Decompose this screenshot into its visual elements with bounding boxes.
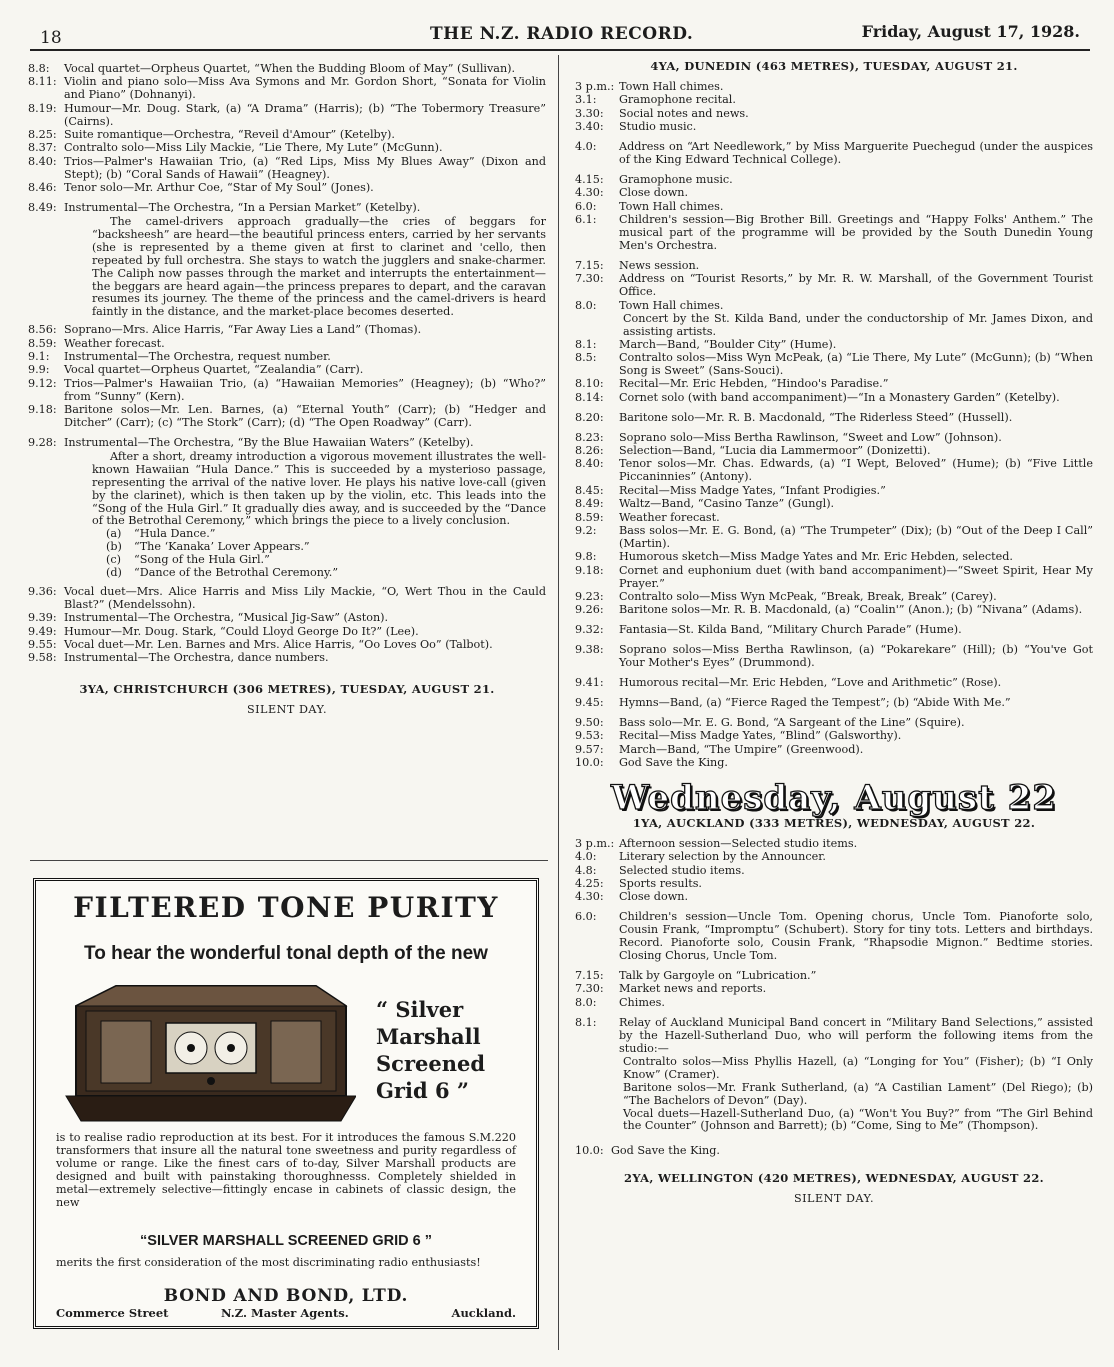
- programme-entry: [575, 81, 1093, 94]
- entry-text: Bass solo—Mr. E. G. Bond, “A Sargeant of the Line” (Squire).: [619, 715, 965, 729]
- entry-time: 9.23:: [575, 590, 604, 604]
- entry-text: God Save the King.: [611, 1144, 720, 1158]
- entry-time: 8.14:: [575, 390, 604, 404]
- programme-entry: [575, 260, 1093, 273]
- page-number: 18: [40, 28, 62, 48]
- entry-time: 7.30:: [575, 982, 604, 996]
- programme-list: [28, 63, 546, 195]
- entry-text: Vocal duet—Mr. Len. Barnes and Mrs. Alice Harris, “Oo Loves Oo” (Talbot).: [64, 638, 493, 652]
- programme-entry: [28, 612, 546, 625]
- programme-entry: [575, 121, 1093, 134]
- programme-entry: [28, 338, 546, 351]
- entry-time: 8.46:: [28, 181, 57, 195]
- movement-title: “The ‘Kanaka’ Lover Appears.”: [134, 540, 310, 554]
- section-rule: [30, 860, 548, 861]
- entry-time: 9.41:: [575, 676, 604, 690]
- entry-text: Market news and reports.: [619, 982, 767, 996]
- entry-time: 8.26:: [575, 444, 604, 458]
- silent-day: SILENT DAY.: [246, 703, 328, 717]
- entry-time: 4.30:: [575, 186, 604, 200]
- entry-text: Suite romantique—Orchestra, “Reveil d'Amour” (Ketelby).: [64, 128, 395, 142]
- entry-text: Baritone solos—Mr. Len. Barnes, (a) “Eternal Youth” (Carr); (b) “Hedger and Ditcher” (Carr); (c) “The Stork” (Carr); (d) “The Open Roadway” (Carr).: [64, 403, 546, 430]
- entry-time: 9.53:: [575, 729, 604, 743]
- movement-title: “Song of the Hula Girl.”: [134, 553, 270, 567]
- programme-entry: [575, 214, 1093, 253]
- programme-entry: [28, 404, 546, 430]
- programme-entry: [575, 485, 1093, 498]
- entry-time: 8.1:: [575, 1015, 597, 1029]
- ad-merits-text: merits the first consideration of the most discriminating radio enthusiasts!: [56, 1256, 481, 1269]
- day-heading: Wednesday, August 22: [611, 778, 1057, 818]
- ad-agents: N.Z. Master Agents.: [221, 1306, 349, 1320]
- programme-entry: [575, 300, 1093, 313]
- entry-time: 8.1:: [575, 337, 597, 351]
- entry-text: Contralto solos—Miss Wyn McPeak, (a) “Lie There, My Lute” (McGunn); (b) “When Song is Sweet” (Sans-Souci).: [619, 351, 1093, 378]
- programme-entry: [28, 202, 546, 215]
- programme-entry: [575, 445, 1093, 458]
- programme-entry: [575, 512, 1093, 525]
- ad-model-name: “SILVER MARSHALL SCREENED GRID 6 ”: [140, 1233, 432, 1249]
- entry-time: 8.49:: [28, 201, 57, 215]
- entry-text: Selection—Band, “Lucia dia Lammermoor” (Donizetti).: [619, 444, 931, 458]
- entry-text: Instrumental—The Orchestra, “Musical Jig-Saw” (Aston).: [64, 611, 389, 625]
- ad-company-name: BOND AND BOND, LTD.: [163, 1286, 409, 1306]
- programme-entry: [575, 644, 1093, 670]
- relay-item: Contralto solos—Miss Phyllis Hazell, (a) “Longing for You” (Fisher); (b) “I Only Know” (Cramer).: [623, 1054, 1093, 1081]
- entry-text: Children's session—Uncle Tom. Opening chorus, Uncle Tom. Pianoforte solo, Cousin Frank, “Impromptu” (Schubert). Story for tiny tots. Letters and birthdays. Record. Pianoforte solo, Cousin Frank, “Rhapsodie Mignon.” Bedtime stories. Closing Chorus, Uncle Tom.: [619, 910, 1093, 963]
- silent-day: SILENT DAY.: [793, 1192, 875, 1206]
- programme-entry: [575, 865, 1093, 878]
- entry-time: 3 p.m.:: [575, 79, 615, 93]
- entry-time: 9.26:: [575, 603, 604, 617]
- entry-time: 9.50:: [575, 715, 604, 729]
- programme-entry: [575, 1017, 1093, 1056]
- entry-time: 8.40:: [28, 154, 57, 168]
- ad-product-name: “ Silver Marshall Screened Grid 6 ”: [376, 997, 486, 1103]
- movement-key: (b): [106, 540, 122, 554]
- ad-subhead: To hear the wonderful tonal depth of the new: [84, 943, 488, 964]
- entry-time: 8.0:: [575, 995, 597, 1009]
- relay-item: Vocal duets—Hazell-Sutherland Duo, (a) “Won't You Buy?” from “The Girl Behind the Counter” (Johnson and Barrett); (b) “Come, Sing to Me” (Thompson).: [623, 1106, 1093, 1133]
- entry-time: 8.0:: [575, 298, 597, 312]
- entry-time: 6.0:: [575, 199, 597, 213]
- entry-text: Baritone solo—Mr. R. B. Macdonald, “The Riderless Steed” (Hussell).: [619, 410, 1013, 424]
- programme-entry: [28, 142, 546, 155]
- programme-entry: [575, 141, 1093, 167]
- programme-entry: [28, 437, 546, 450]
- entry-time: 9.18:: [575, 563, 604, 577]
- header-rule: [30, 49, 1090, 51]
- entry-time: 3 p.m.:: [575, 836, 615, 850]
- movement-list: [106, 528, 546, 580]
- programme-entry: [28, 378, 546, 404]
- entry-text: Recital—Mr. Eric Hebden, “Hindoo's Paradise.”: [619, 377, 889, 391]
- entry-text: Literary selection by the Announcer.: [619, 850, 826, 864]
- programme-entry: [575, 525, 1093, 551]
- programme-entry: [28, 103, 546, 129]
- entry-time: 9.8:: [575, 550, 597, 564]
- entry-text: Relay of Auckland Municipal Band concert in “Military Band Selections,” assisted by the Hazell-Sutherland Duo, who will perform the following items from the studio:—: [619, 1015, 1093, 1055]
- entry-text: Contralto solo—Miss Wyn McPeak, “Break, Break, Break” (Carey).: [619, 590, 997, 604]
- programme-entry: [28, 63, 546, 76]
- entry-text: Town Hall chimes.: [619, 199, 724, 213]
- entry-text: Baritone solos—Mr. R. B. Macdonald, (a) “Coalin'” (Anon.); (b) “Nivana” (Adams).: [619, 603, 1083, 617]
- entry-text: Vocal duet—Mrs. Alice Harris and Miss Lily Mackie, “O, Wert Thou in the Cauld Blast?” (Mendelssohn).: [64, 584, 546, 611]
- entry-text: Weather forecast.: [64, 336, 165, 350]
- entry-text: Fantasia—St. Kilda Band, “Military Church Parade” (Hume).: [619, 623, 962, 637]
- programme-entry: [28, 324, 546, 337]
- entry-text: Social notes and news.: [619, 106, 749, 120]
- programme-entry: [28, 639, 546, 652]
- programme-entry: [575, 174, 1093, 187]
- entry-time: 8.23:: [575, 430, 604, 444]
- programme-entry: [575, 983, 1093, 996]
- programme-list: [575, 339, 1093, 770]
- movement-key: (a): [106, 527, 122, 541]
- entry-text: Weather forecast.: [619, 510, 720, 524]
- entry-time: 9.2:: [575, 524, 597, 537]
- entry-text: Vocal quartet—Orpheus Quartet, “When the Budding Bloom of May” (Sullivan).: [64, 62, 516, 75]
- programme-note: [92, 451, 546, 528]
- entry-text: Cornet solo (with band accompaniment)—“In a Monastery Garden” (Ketelby).: [619, 390, 1060, 404]
- entry-text: Selected studio items.: [619, 863, 745, 877]
- programme-entry: [575, 677, 1093, 690]
- entry-text: Tenor solos—Mr. Chas. Edwards, (a) “I Wept, Beloved” (Hume); (b) “Five Little Piccaninnies” (Antony).: [619, 457, 1093, 484]
- programme-list: [575, 838, 1093, 1056]
- entry-text: Soprano solos—Miss Bertha Rawlinson, (a) “Pokarekare” (Hill); (b) “You've Got Your Mother's Eyes” (Drummond).: [619, 643, 1093, 670]
- entry-time: 4.8:: [575, 863, 597, 877]
- programme-entry: [575, 565, 1093, 591]
- programme-entry: [575, 838, 1093, 851]
- station-heading-2ya: 2YA, WELLINGTON (420 METRES), WEDNESDAY, AUGUST 22.: [624, 1171, 1044, 1186]
- entry-time: 8.56:: [28, 323, 57, 337]
- entry-text: God Save the King.: [619, 756, 728, 770]
- entry-time: 8.20:: [575, 410, 604, 424]
- programme-entry: [575, 911, 1093, 963]
- relay-items: [623, 1056, 1093, 1133]
- entry-text: Waltz—Band, “Casino Tanze” (Gungl).: [619, 497, 835, 511]
- entry-time: 9.49:: [28, 624, 57, 638]
- programme-note: [92, 216, 546, 319]
- entry-time: 10.0:: [575, 1144, 604, 1158]
- entry-text: Violin and piano solo—Miss Ava Symons and Mr. Gordon Short, “Sonata for Violin and Piano” (Dohnanyi).: [64, 75, 546, 102]
- entry-time: 3.40:: [575, 120, 604, 134]
- right-column: [575, 60, 1093, 1206]
- programme-entry: [575, 757, 1093, 770]
- programme-entry: [575, 730, 1093, 743]
- relay-item: Baritone solos—Mr. Frank Sutherland, (a) “A Castilian Lament” (Del Riego); (b) “The Bachelors of Devon” (Day).: [623, 1080, 1093, 1107]
- programme-entry: [575, 851, 1093, 864]
- movement-key: (c): [106, 553, 121, 567]
- entry-time: 7.30:: [575, 272, 604, 286]
- entry-time: 10.0:: [575, 756, 604, 770]
- programme-entry: [575, 458, 1093, 484]
- entry-time: 8.25:: [28, 128, 57, 142]
- note-text: After a short, dreamy introduction a vigorous movement illustrates the well-known Hawaiian “Hula Dance.” This is succeeded by a mysterioso passage, representing the arrival of the native lover. He plays his native love-call (given by the clarinet), which is then taken up by the violin, etc. This leads into the “Song of the Hula Girl.” It gradually dies away, and is succeeded by the “Dance of the Betrothal Ceremony,” which brings the piece to a lively conclusion.: [92, 449, 546, 528]
- entry-time: 6.1:: [575, 213, 597, 227]
- entry-time: 9.12:: [28, 376, 57, 390]
- entry-time: 9.18:: [28, 403, 57, 417]
- entry-time: 7.15:: [575, 968, 604, 982]
- programme-list: [28, 324, 546, 430]
- programme-entry: [28, 626, 546, 639]
- entry-text: Trios—Palmer's Hawaiian Trio, (a) “Red Lips, Miss My Blues Away” (Dixon and Stept); (b) “Coral Sands of Hawaii” (Heagney).: [64, 154, 546, 181]
- entry-text: Recital—Miss Madge Yates, “Infant Prodigies.”: [619, 483, 886, 497]
- entry-time: 8.45:: [575, 483, 604, 497]
- programme-entry: [28, 182, 546, 195]
- programme-entry: [575, 392, 1093, 405]
- entry-text: March—Band, “The Umpire” (Greenwood).: [619, 742, 864, 756]
- entry-text: Instrumental—The Orchestra, request number.: [64, 350, 331, 364]
- programme-entry: [28, 586, 546, 612]
- entry-time: 3.30:: [575, 106, 604, 120]
- entry-text: Contralto solo—Miss Lily Mackie, “Lie There, My Lute” (McGunn).: [64, 141, 443, 155]
- entry-time: 3.1:: [575, 93, 597, 107]
- entry-text: Gramophone music.: [619, 172, 733, 186]
- entry-text: Cornet and euphonium duet (with band accompaniment)—“Sweet Spirit, Hear My Prayer.”: [619, 563, 1093, 590]
- entry-text: Address on “Art Needlework,” by Miss Marguerite Puechegud (under the auspices of the King Edward Technical College).: [619, 140, 1093, 166]
- masthead-title: THE N.Z. RADIO RECORD.: [430, 24, 694, 44]
- entry-text: Instrumental—The Orchestra, “In a Persian Market” (Ketelby).: [64, 201, 421, 215]
- ad-body-text: is to realise radio reproduction at its best. For it introduces the famous S.M.220 transformers that insure all the natural tone sweetness and purity regardless of volume or range. Like the finest cars of to-day, Silver Marshall products are designed and built with painstaking thoroughnesss. Completely shielded in metal—extremely selective—fittingly encase in cabinets of classic design, the new: [56, 1131, 516, 1209]
- programme-entry: [575, 604, 1093, 617]
- entry-text: Gramophone recital.: [619, 93, 736, 107]
- programme-list: [575, 81, 1093, 313]
- entry-text: Instrumental—The Orchestra, “By the Blue Hawaiian Waters” (Ketelby).: [64, 435, 474, 449]
- entry-time: 9.1:: [28, 350, 50, 364]
- entry-time: 8.11:: [28, 75, 57, 89]
- ad-headline: FILTERED TONE PURITY: [73, 891, 499, 924]
- band-concert-intro: Concert by the St. Kilda Band, under the conductorship of Mr. James Dixon, and assisting artists.: [623, 311, 1093, 338]
- entry-time: 9.36:: [28, 584, 57, 598]
- programme-entry: [575, 498, 1093, 511]
- programme-entry: [575, 1145, 1093, 1158]
- entry-time: 9.39:: [28, 611, 57, 625]
- station-heading-4ya: 4YA, DUNEDIN (463 METRES), TUESDAY, AUGUST 21.: [650, 59, 1018, 73]
- entry-text: News session.: [619, 258, 700, 272]
- programme-entry: [575, 108, 1093, 121]
- programme-entry: [575, 94, 1093, 107]
- programme-entry: [575, 412, 1093, 425]
- issue-date: Friday, August 17, 1928.: [861, 22, 1080, 41]
- programme-entry: [575, 997, 1093, 1010]
- entry-time: 4.0:: [575, 850, 597, 864]
- entry-text: Sports results.: [619, 877, 702, 891]
- entry-time: 8.37:: [28, 141, 57, 155]
- entry-text: Soprano solo—Miss Bertha Rawlinson, “Sweet and Low” (Johnson).: [619, 430, 1002, 444]
- entry-text: Soprano—Mrs. Alice Harris, “Far Away Lies a Land” (Thomas).: [64, 323, 422, 337]
- programme-entry: [28, 129, 546, 142]
- left-column: [28, 63, 546, 717]
- programme-entry: [575, 273, 1093, 299]
- movement-key: (d): [106, 566, 122, 580]
- movement-title: “Hula Dance.”: [134, 527, 216, 541]
- entry-time: 4.15:: [575, 172, 604, 186]
- entry-text: Chimes.: [619, 995, 665, 1009]
- entry-text: Humorous sketch—Miss Madge Yates and Mr. Eric Hebden, selected.: [619, 550, 1013, 564]
- entry-text: Recital—Miss Madge Yates, “Blind” (Galsworthy).: [619, 729, 902, 743]
- programme-entry: [28, 364, 546, 377]
- entry-time: 9.58:: [28, 651, 57, 665]
- entry-text: Town Hall chimes.: [619, 79, 724, 93]
- column-divider: [558, 55, 559, 1350]
- entry-time: 8.19:: [28, 101, 57, 115]
- entry-text: Humour—Mr. Doug. Stark, (a) “A Drama” (Harris); (b) “The Tobermory Treasure” (Cairns).: [64, 101, 546, 128]
- programme-entry: [575, 201, 1093, 214]
- programme-entry: [575, 352, 1093, 378]
- entry-text: Studio music.: [619, 120, 697, 134]
- entry-time: 8.5:: [575, 351, 597, 365]
- entry-text: Instrumental—The Orchestra, dance numbers.: [64, 651, 329, 665]
- programme-entry: [575, 744, 1093, 757]
- programme-entry: [575, 970, 1093, 983]
- entry-time: 8.10:: [575, 377, 604, 391]
- entry-text: Close down.: [619, 186, 689, 200]
- programme-entry: [575, 624, 1093, 637]
- entry-text: Close down.: [619, 890, 689, 904]
- entry-time: 9.32:: [575, 623, 604, 637]
- ad-street: Commerce Street: [56, 1306, 169, 1320]
- entry-text: March—Band, “Boulder City” (Hume).: [619, 337, 837, 351]
- entry-time: 6.0:: [575, 910, 597, 924]
- programme-entry: [575, 891, 1093, 904]
- entry-text: Tenor solo—Mr. Arthur Coe, “Star of My Soul” (Jones).: [64, 181, 374, 195]
- programme-entry: [28, 652, 546, 665]
- programme-entry: [28, 76, 546, 102]
- programme-entry: [575, 697, 1093, 710]
- entry-text: Humour—Mr. Doug. Stark, “Could Lloyd George Do It?” (Lee).: [64, 624, 419, 638]
- entry-text: Afternoon session—Selected studio items.: [619, 836, 858, 850]
- entry-time: 4.30:: [575, 890, 604, 904]
- entry-text: Humorous recital—Mr. Eric Hebden, “Love and Arithmetic” (Rose).: [619, 676, 1002, 690]
- programme-entry: [575, 432, 1093, 445]
- entry-text: Bass solos—Mr. E. G. Bond, (a) “The Trumpeter” (Dix); (b) “Out of the Deep I Call” (Martin).: [619, 524, 1093, 550]
- entry-time: 9.38:: [575, 643, 604, 657]
- entry-time: 9.57:: [575, 742, 604, 756]
- entry-time: 4.25:: [575, 877, 604, 891]
- entry-text: Town Hall chimes.: [619, 298, 724, 312]
- advertisement: [33, 878, 539, 1329]
- note-text: The camel-drivers approach gradually—the cries of beggars for “backsheesh” are heard—the beautiful princess enters, carried by her servants (she is represented by a theme given at first to clarinet and 'cello, then repeated by full orchestra. She stays to watch the jugglers and snake-charmer. The Caliph now passes through the market and interrupts the entertainment—the beggars are heard again—the princess prepares to depart, and the caravan resumes its journey. The theme of the princess and the camel-drivers is heard faintly in the distance, and the market-place becomes deserted.: [92, 214, 546, 319]
- programme-entry: [575, 717, 1093, 730]
- entry-text: Children's session—Big Brother Bill. Greetings and “Happy Folks' Anthem.” The musical part of the programme will be provided by the South Dunedin Young Men's Orchestra.: [619, 213, 1093, 252]
- entry-text: Hymns—Band, (a) “Fierce Raged the Tempest”; (b) “Abide With Me.”: [619, 695, 1011, 709]
- movement-title: “Dance of the Betrothal Ceremony.”: [134, 566, 339, 580]
- entry-time: 8.59:: [28, 336, 57, 350]
- entry-text: Vocal quartet—Orpheus Quartet, “Zealandia” (Carr).: [64, 363, 364, 377]
- programme-entry: [575, 591, 1093, 604]
- entry-time: 8.49:: [575, 497, 604, 511]
- programme-entry: [28, 156, 546, 182]
- station-heading-1ya: 1YA, AUCKLAND (333 METRES), WEDNESDAY, AUGUST 22.: [632, 815, 1036, 830]
- entry-time: 8.8:: [28, 62, 50, 75]
- entry-time: 8.59:: [575, 510, 604, 524]
- entry-time: 4.0:: [575, 140, 597, 154]
- entry-time: 9.55:: [28, 638, 57, 652]
- programme-entry: [575, 339, 1093, 352]
- entry-time: 9.28:: [28, 435, 57, 449]
- programme-list: [28, 586, 546, 665]
- programme-entry: [575, 378, 1093, 391]
- entry-time: 9.45:: [575, 695, 604, 709]
- entry-time: 7.15:: [575, 258, 604, 272]
- programme-entry: [28, 351, 546, 364]
- entry-text: Trios—Palmer's Hawaiian Trio, (a) “Hawaiian Memories” (Heagney); (b) “Who?” from “Sunny” (Kern).: [64, 376, 546, 403]
- station-heading-3ya: 3YA, CHRISTCHURCH (306 METRES), TUESDAY, AUGUST 21.: [79, 682, 495, 697]
- programme-entry: [575, 551, 1093, 564]
- programme-entry: [575, 878, 1093, 891]
- entry-time: 8.40:: [575, 457, 604, 471]
- entry-text: Talk by Gargoyle on “Lubrication.”: [619, 968, 817, 982]
- programme-entry: [575, 187, 1093, 200]
- movement-item: [106, 567, 546, 580]
- page-header: [30, 20, 1090, 48]
- radio-cabinet-illustration: [56, 981, 356, 1126]
- entry-time: 9.9:: [28, 363, 50, 377]
- ad-city: Auckland.: [451, 1306, 516, 1320]
- entry-text: Address on “Tourist Resorts,” by Mr. R. W. Marshall, of the Government Tourist Office.: [619, 272, 1093, 299]
